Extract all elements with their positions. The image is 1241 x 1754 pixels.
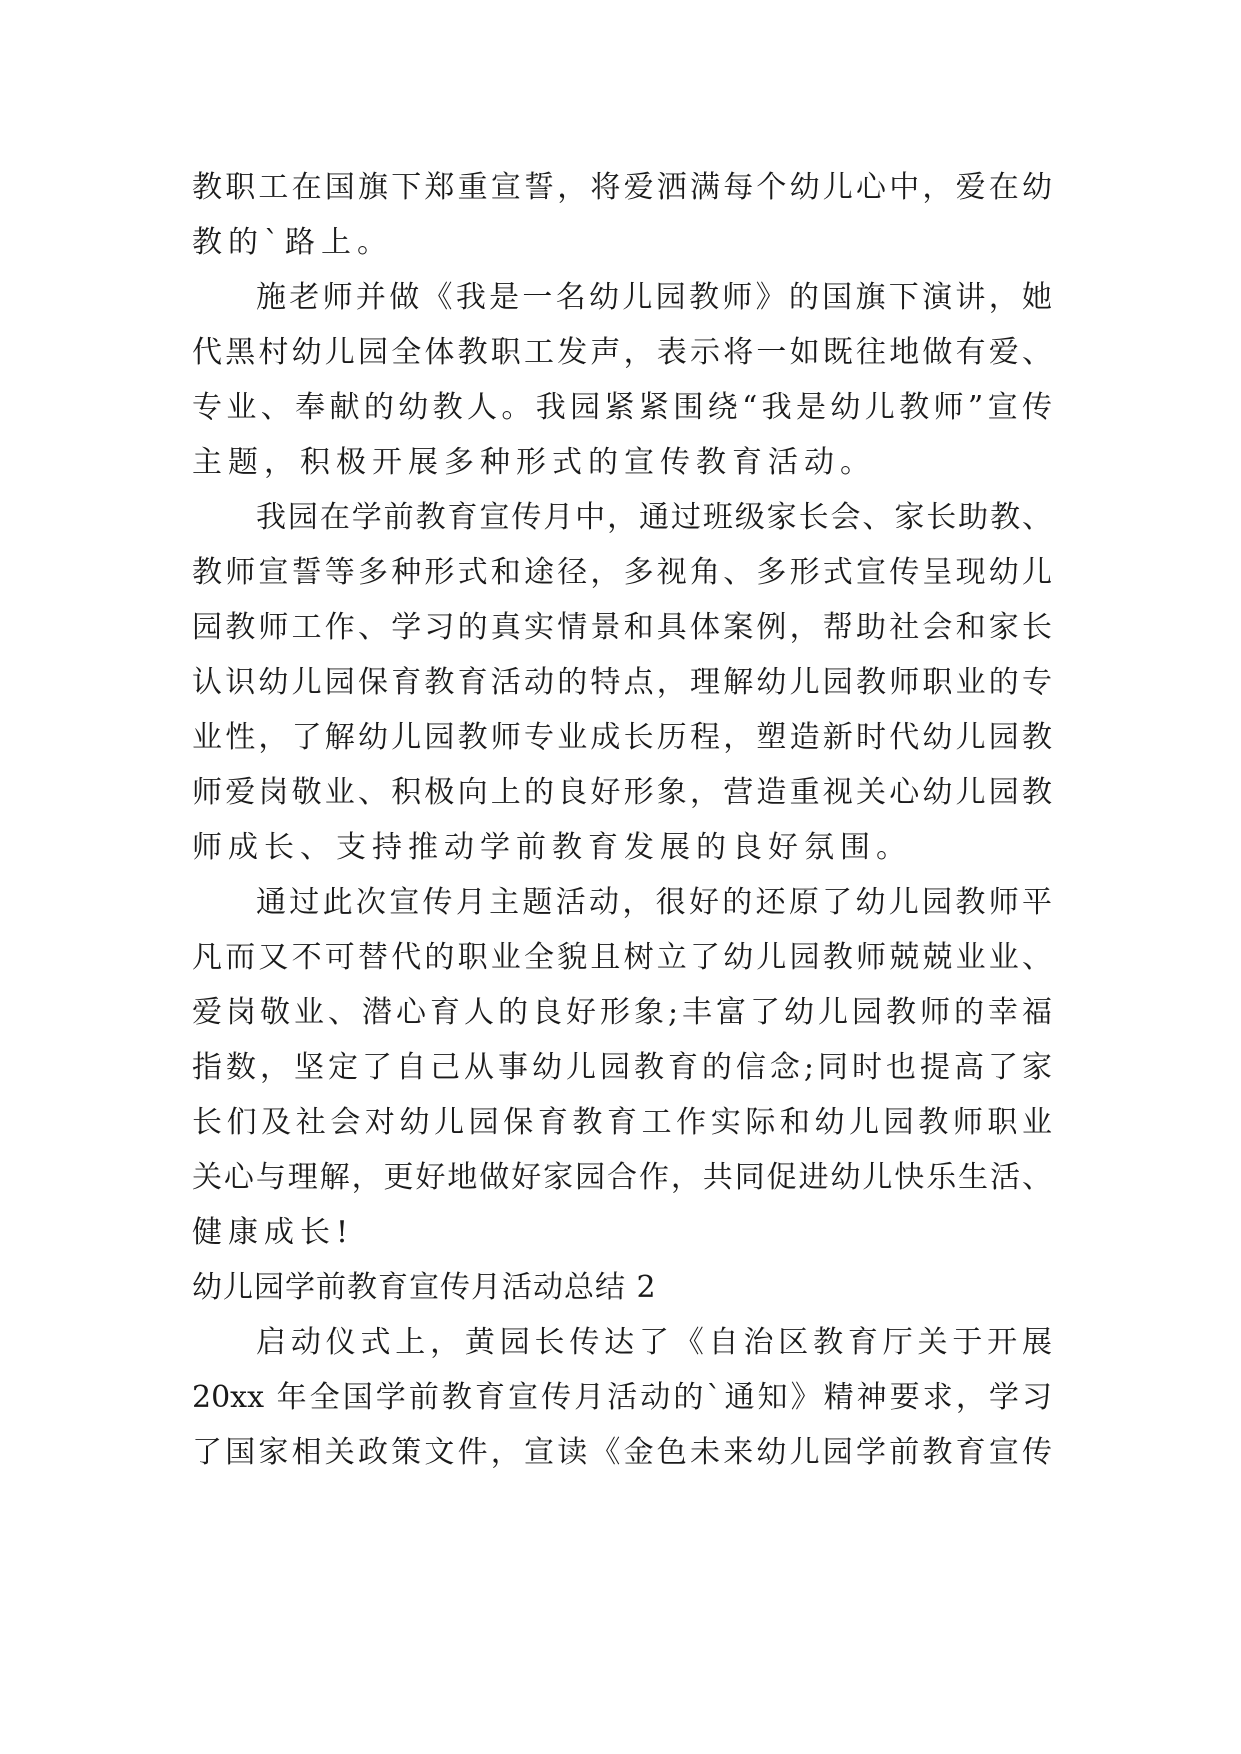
paragraph-3 <box>192 490 1052 875</box>
text-line: 师成长、支持推动学前教育发展的良好氛围。 <box>192 830 912 865</box>
text-line: 了国家相关政策文件，宣读《金色未来幼儿园学前教育宣传 <box>192 1435 1052 1470</box>
text-line: 业性，了解幼儿园教师专业成长历程，塑造新时代幼儿园教 <box>192 720 1052 755</box>
text-line: 指数，坚定了自己从事幼儿园教育的信念;同时也提高了家 <box>192 1050 1052 1085</box>
text-line: 教职工在国旗下郑重宣誓，将爱洒满每个幼儿心中，爱在幼 <box>192 170 1052 205</box>
paragraph-5 <box>192 1315 1052 1480</box>
text-line: 师爱岗敬业、积极向上的良好形象，营造重视关心幼儿园教 <box>192 775 1052 810</box>
text-line: 我园在学前教育宣传月中，通过班级家长会、家长助教、 <box>256 500 1052 535</box>
text-line: 园教师工作、学习的真实情景和具体案例，帮助社会和家长 <box>192 610 1052 645</box>
text-line: 长们及社会对幼儿园保育教育工作实际和幼儿园教师职业 <box>192 1105 1052 1140</box>
text-line: 凡而又不可替代的职业全貌且树立了幼儿园教师兢兢业业、 <box>192 940 1052 975</box>
paragraph-2 <box>192 270 1052 490</box>
text-line: 施老师并做《我是一名幼儿园教师》的国旗下演讲，她 <box>256 280 1052 315</box>
text-line: 通过此次宣传月主题活动，很好的还原了幼儿园教师平 <box>256 885 1052 920</box>
text-line: 关心与理解，更好地做好家园合作，共同促进幼儿快乐生活、 <box>192 1160 1052 1195</box>
paragraph-4 <box>192 875 1052 1260</box>
text-line: 主题，积极开展多种形式的宣传教育活动。 <box>192 445 876 480</box>
document-page <box>192 160 1052 1480</box>
paragraph-1 <box>192 160 1052 270</box>
text-line: 启动仪式上，黄园长传达了《自治区教育厅关于开展 <box>256 1325 1052 1360</box>
text-line: 认识幼儿园保育教育活动的特点，理解幼儿园教师职业的专 <box>192 665 1052 700</box>
text-line: 教师宣誓等多种形式和途径，多视角、多形式宣传呈现幼儿 <box>192 555 1052 590</box>
text-line: 教的`路上。 <box>192 225 393 260</box>
text-line: 专业、奉献的幼教人。我园紧紧围绕“我是幼儿教师”宣传 <box>192 390 1052 425</box>
text-line: 代黑村幼儿园全体教职工发声，表示将一如既往地做有爱、 <box>192 335 1052 370</box>
text-line: 20xx 年全国学前教育宣传月活动的`通知》精神要求，学习 <box>192 1380 1052 1415</box>
section-heading: 幼儿园学前教育宣传月活动总结 2 <box>192 1270 657 1305</box>
text-line: 健康成长! <box>192 1215 355 1250</box>
text-line: 爱岗敬业、潜心育人的良好形象;丰富了幼儿园教师的幸福 <box>192 995 1052 1030</box>
